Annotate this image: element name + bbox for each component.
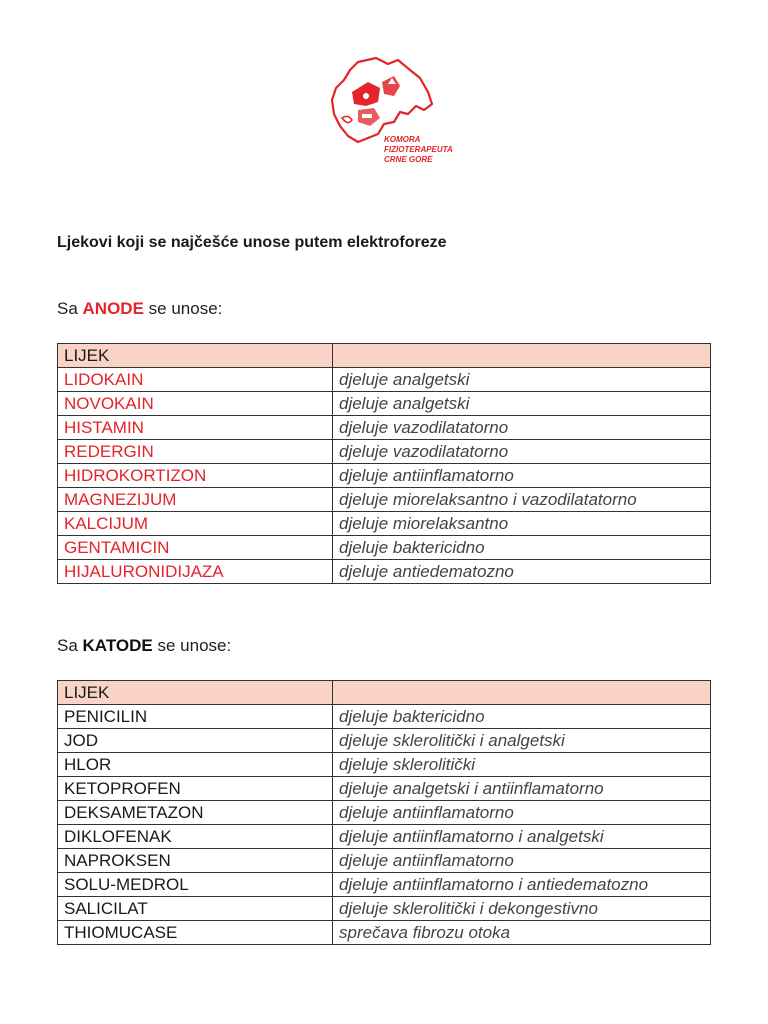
- drug-effect: djeluje antiinflamatorno: [333, 464, 711, 488]
- logo-line-3: CRNE GORE: [384, 155, 433, 164]
- drug-name: SOLU-MEDROL: [58, 873, 333, 897]
- table-row: [58, 488, 711, 512]
- drug-effect: djeluje antiinflamatorno i analgetski: [333, 825, 711, 849]
- drug-name: LIDOKAIN: [58, 368, 333, 392]
- katode-suffix: se unose:: [157, 636, 232, 655]
- table-row: [58, 368, 711, 392]
- drug-name: NOVOKAIN: [58, 392, 333, 416]
- drug-name: SALICILAT: [58, 897, 333, 921]
- table-header-row: [58, 681, 711, 705]
- drug-name: KETOPROFEN: [58, 777, 333, 801]
- header-drug: LIJEK: [58, 681, 333, 705]
- drug-name: GENTAMICIN: [58, 536, 333, 560]
- drug-effect: djeluje sklerolitički: [333, 753, 711, 777]
- anode-prefix: Sa: [57, 299, 78, 318]
- drug-name: KALCIJUM: [58, 512, 333, 536]
- anode-drug-table: [57, 343, 711, 584]
- header-effect: [333, 344, 711, 368]
- drug-effect: djeluje baktericidno: [333, 536, 711, 560]
- drug-name: HLOR: [58, 753, 333, 777]
- table-row: [58, 705, 711, 729]
- drug-name: HIDROKORTIZON: [58, 464, 333, 488]
- drug-name: THIOMUCASE: [58, 921, 333, 945]
- table-row: [58, 560, 711, 584]
- table-row: [58, 440, 711, 464]
- drug-name: REDERGIN: [58, 440, 333, 464]
- table-row: [58, 729, 711, 753]
- drug-effect: djeluje analgetski: [333, 392, 711, 416]
- drug-effect: djeluje antiinflamatorno: [333, 801, 711, 825]
- drug-effect: sprečava fibrozu otoka: [333, 921, 711, 945]
- drug-name: HISTAMIN: [58, 416, 333, 440]
- table-row: [58, 849, 711, 873]
- drug-name: MAGNEZIJUM: [58, 488, 333, 512]
- drug-effect: djeluje antiinflamatorno i antiedematozno: [333, 873, 711, 897]
- logo-line-2: FIZIOTERAPEUTA: [384, 145, 453, 154]
- drug-effect: djeluje baktericidno: [333, 705, 711, 729]
- table-row: [58, 825, 711, 849]
- drug-effect: djeluje vazodilatatorno: [333, 440, 711, 464]
- drug-effect: djeluje sklerolitički i analgetski: [333, 729, 711, 753]
- anode-section-title: [57, 299, 222, 319]
- table-row: [58, 416, 711, 440]
- drug-name: NAPROKSEN: [58, 849, 333, 873]
- header-drug: LIJEK: [58, 344, 333, 368]
- table-row: [58, 753, 711, 777]
- table-row: [58, 464, 711, 488]
- table-row: [58, 512, 711, 536]
- drug-effect: djeluje antiedematozno: [333, 560, 711, 584]
- drug-effect: djeluje antiinflamatorno: [333, 849, 711, 873]
- table-header-row: [58, 344, 711, 368]
- drug-effect: djeluje miorelaksantno i vazodilatatorno: [333, 488, 711, 512]
- table-row: [58, 897, 711, 921]
- katode-prefix: Sa: [57, 636, 78, 655]
- logo-line-1: KOMORA: [384, 135, 421, 144]
- anode-keyword: ANODE: [82, 299, 144, 318]
- table-row: [58, 777, 711, 801]
- drug-name: JOD: [58, 729, 333, 753]
- table-row: [58, 392, 711, 416]
- table-row: [58, 801, 711, 825]
- chamber-logo: [328, 52, 453, 172]
- drug-effect: djeluje analgetski i antiinflamatorno: [333, 777, 711, 801]
- drug-name: PENICILIN: [58, 705, 333, 729]
- drug-name: DEKSAMETAZON: [58, 801, 333, 825]
- drug-effect: djeluje miorelaksantno: [333, 512, 711, 536]
- katode-drug-table: [57, 680, 711, 945]
- page-heading: Ljekovi koji se najčešće unose putem elektroforeze: [57, 234, 447, 251]
- drug-effect: djeluje sklerolitički i dekongestivno: [333, 897, 711, 921]
- drug-effect: djeluje vazodilatatorno: [333, 416, 711, 440]
- header-effect: [333, 681, 711, 705]
- drug-effect: djeluje analgetski: [333, 368, 711, 392]
- katode-section-title: [57, 636, 231, 656]
- table-row: [58, 873, 711, 897]
- drug-name: HIJALURONIDIJAZA: [58, 560, 333, 584]
- anode-suffix: se unose:: [148, 299, 223, 318]
- table-row: [58, 921, 711, 945]
- drug-name: DIKLOFENAK: [58, 825, 333, 849]
- table-row: [58, 536, 711, 560]
- katode-keyword: KATODE: [82, 636, 153, 655]
- montenegro-map-icon: [328, 52, 453, 172]
